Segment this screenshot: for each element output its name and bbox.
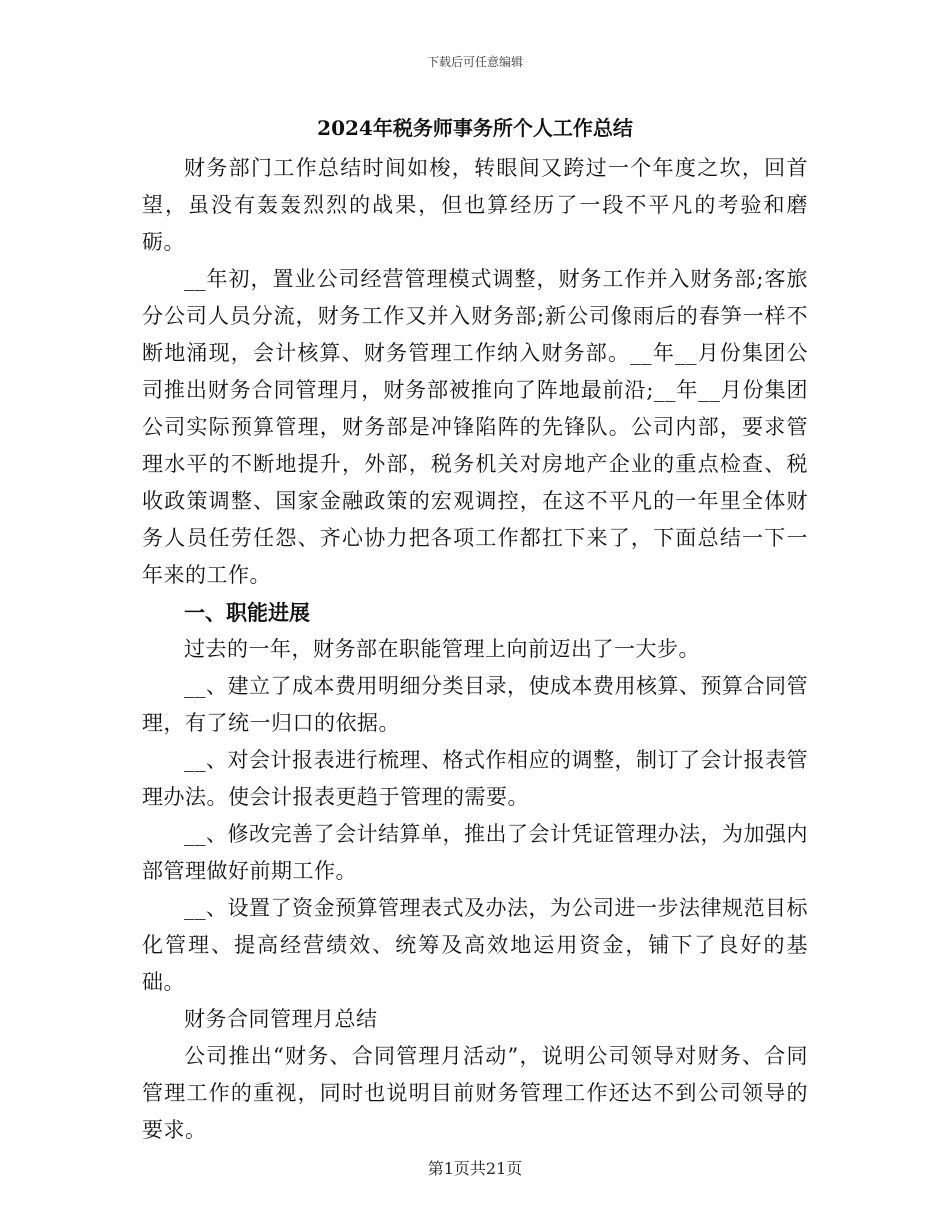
header-note: 下载后可任意编辑 xyxy=(426,55,523,69)
document-title: 2024年税务师事务所个人工作总结 xyxy=(317,116,633,140)
paragraph-item-cost-catalog: __、建立了成本费用明细分类目录，使成本费用核算、预算合同管理，有了统一归口的依据。 xyxy=(142,674,808,735)
paragraph-background: __年初，置业公司经营管理模式调整，财务工作并入财务部;客旅分公司人员分流，财务工作又并入财务部;新公司像雨后的春笋一样不断地涌现，会计核算、财务管理工作纳入财务部。__年__月份集团公司推出财务合同管理月，财务部被推向了阵地最前沿;__年__月份集团公司实际预算管理，财务部是冲锋陷阵的先锋队。公司内部，要求管理水平的不断地提升，外部，税务机关对房地产企业的重点检查、税收政策调整、国家金融政策的宏观调控，在这不平凡的一年里全体财务人员任劳任怨、齐心协力把各项工作都扛下来了，下面总结一下一年来的工作。 xyxy=(142,267,808,587)
document-body xyxy=(142,112,808,1149)
paragraph-item-report-format: __、对会计报表进行梳理、格式作相应的调整，制订了会计报表管理办法。使会计报表更趋于管理的需要。 xyxy=(142,748,808,809)
paragraph-progress-summary: 过去的一年，财务部在职能管理上向前迈出了一大步。 xyxy=(184,637,700,661)
section-heading-function-progress: 一、职能进展 xyxy=(184,600,310,625)
page-footer: 第1页共21页 xyxy=(427,1159,523,1178)
paragraph-item-settlement-sheet: __、修改完善了会计结算单，推出了会计凭证管理办法，为加强内部管理做好前期工作。 xyxy=(142,822,808,883)
paragraph-subheading-contract-month: 财务合同管理月总结 xyxy=(184,1007,378,1031)
paragraph-item-fund-budget: __、设置了资金预算管理表式及办法，为公司进一步法律规范目标化管理、提高经营绩效、统筹及高效地运用资金，铺下了良好的基础。 xyxy=(142,896,808,994)
paragraph-intro: 财务部门工作总结时间如梭，转眼间又跨过一个年度之坎，回首望，虽没有轰轰烈烈的战果，但也算经历了一段不平凡的考验和磨砺。 xyxy=(142,156,808,254)
paragraph-contract-month: 公司推出“财务、合同管理月活动”，说明公司领导对财务、合同管理工作的重视，同时也说明目前财务管理工作还达不到公司领导的要求。 xyxy=(142,1044,808,1142)
